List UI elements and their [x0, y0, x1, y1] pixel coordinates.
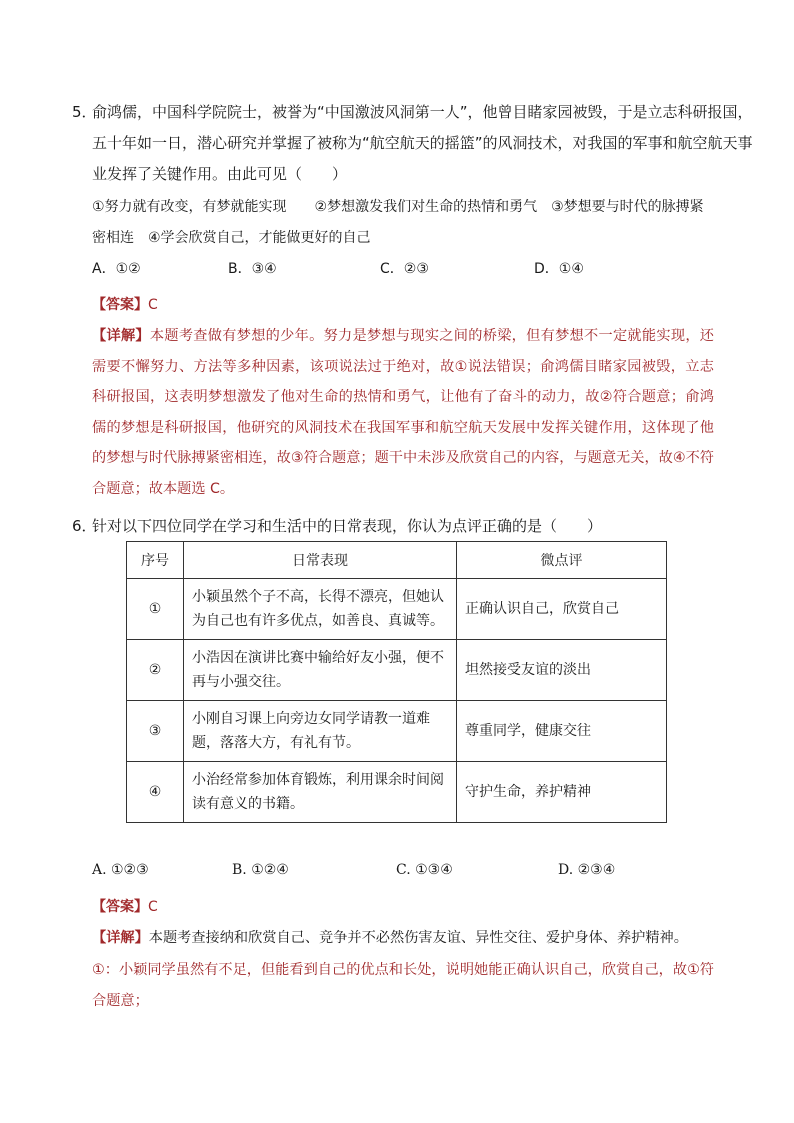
row-behavior: 小浩因在演讲比赛中输给好友小强，便不再与小强交往。: [184, 640, 457, 701]
answer-line: [92, 291, 158, 319]
choice-d: D. ②③④: [558, 862, 616, 878]
choice-c: C. ①③④: [396, 862, 453, 878]
choice-d: D．①④: [534, 261, 584, 277]
choice-c: C．②③: [380, 261, 429, 277]
answer-value: C: [148, 899, 158, 915]
answer-label: 【答案】: [92, 899, 148, 915]
choice-b: B．③④: [228, 261, 277, 277]
table-row: [127, 579, 667, 640]
table-header-row: [127, 542, 667, 579]
header-number: 序号: [127, 542, 184, 579]
question-6: [72, 511, 762, 542]
question-number: 6．: [72, 517, 97, 535]
question-number: 5．: [72, 103, 97, 121]
answer-label: 【答案】: [92, 297, 148, 313]
detail-paragraph-2: ①：小颖同学虽然有不足，但能看到自己的优点和长处，说明她能正确认识自己，欣赏自己，故①符合题意；: [92, 962, 714, 1009]
row-comment: 坦然接受友谊的淡出: [457, 640, 667, 701]
detail-label: 【详解】: [92, 930, 149, 946]
detail-label: 【详解】: [92, 328, 150, 344]
statements-line-2: 密相连 ④学会欣赏自己，才能做更好的自己: [92, 230, 371, 246]
choice-a: A．①②: [92, 261, 141, 277]
row-number: ④: [127, 762, 184, 823]
behavior-table: [126, 541, 667, 823]
detail-text: 本题考查接纳和欣赏自己、竞争并不必然伤害友谊、异性交往、爱护身体、养护精神。: [148, 930, 688, 946]
detail-paragraph: [92, 923, 714, 954]
question-stem: 俞鸿儒，中国科学院院士，被誉为“中国激波风洞第一人”，他曾目睹家园被毁，于是立志科研报国，五十年如一日，潜心研究并掌握了被称为“航空航天的摇篮”的风洞技术，对我国的军事和航空航天事业发挥了关键作用。由此可见（ ）: [92, 103, 753, 183]
statements-line-1: ①努力就有改变，有梦就能实现 ②梦想激发我们对生命的热情和勇气 ③梦想要与时代的脉搏紧: [92, 199, 704, 215]
answer-line: [92, 893, 158, 921]
row-behavior: 小治经常参加体育锻炼，利用课余时间阅读有意义的书籍。: [184, 762, 457, 823]
detail-paragraph: [92, 321, 714, 504]
row-number: ①: [127, 579, 184, 640]
row-behavior: 小颖虽然个子不高，长得不漂亮，但她认为自己也有许多优点，如善良、真诚等。: [184, 579, 457, 640]
choice-list: [92, 862, 772, 888]
question-5: [72, 97, 762, 190]
detail-text: 本题考查做有梦想的少年。努力是梦想与现实之间的桥梁，但有梦想不一定就能实现，还需要不懈努力、方法等多种因素，该项说法过于绝对，故①说法错误；俞鸿儒目睹家园被毁，立志科研报国，这表明梦想激发了他对生命的热情和勇气，让他有了奋斗的动力，故②符合题意；俞鸿儒的梦想是科研报国，他研究的风洞技术在我国军事和航空航天发展中发挥关键作用，这体现了他的梦想与时代脉搏紧密相连，故③符合题意；题干中未涉及欣赏自己的内容，与题意无关，故④不符合题意；故本题选 C。: [92, 328, 714, 497]
row-comment: 正确认识自己，欣赏自己: [457, 579, 667, 640]
row-number: ②: [127, 640, 184, 701]
table-row: [127, 640, 667, 701]
choice-b: B. ①②④: [232, 862, 289, 878]
row-behavior: 小刚自习课上向旁边女同学请教一道难题，落落大方，有礼有节。: [184, 701, 457, 762]
header-comment: 微点评: [457, 542, 667, 579]
row-comment: 守护生命，养护精神: [457, 762, 667, 823]
row-comment: 尊重同学，健康交往: [457, 701, 667, 762]
question-stem: 针对以下四位同学在学习和生活中的日常表现，你认为点评正确的是（ ）: [92, 517, 603, 535]
choice-list: [92, 258, 772, 286]
answer-value: C: [148, 297, 158, 313]
table-row: [127, 762, 667, 823]
table-row: [127, 701, 667, 762]
row-number: ③: [127, 701, 184, 762]
header-behavior: 日常表现: [184, 542, 457, 579]
statement-options: [92, 192, 772, 254]
choice-a: A. ①②③: [92, 862, 149, 878]
